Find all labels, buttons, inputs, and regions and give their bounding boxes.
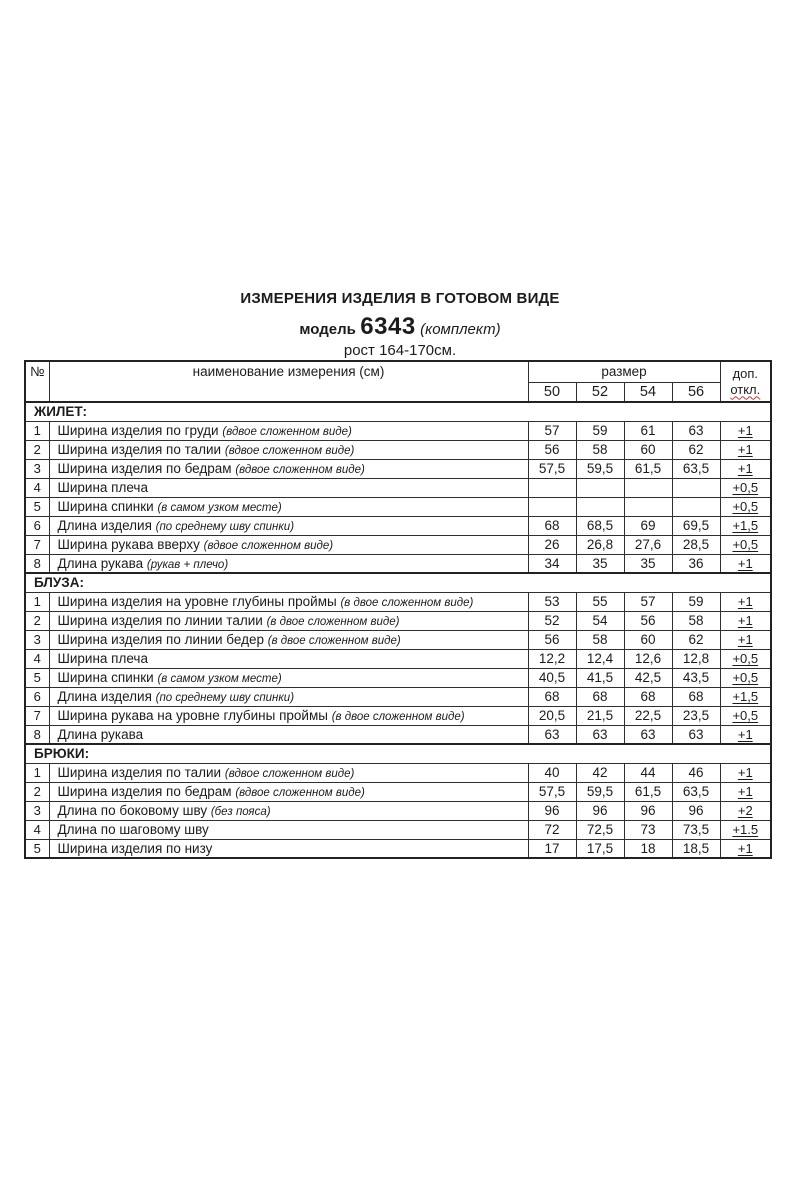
value-size-56: 12,8 <box>672 649 720 668</box>
value-size-56: 62 <box>672 630 720 649</box>
measurement-name: Ширина изделия по линии бедер <box>57 632 264 647</box>
value-size-50: 56 <box>528 440 576 459</box>
table-row <box>25 839 771 858</box>
value-size-52: 54 <box>576 611 624 630</box>
header-deviation-line1: доп. <box>732 365 759 381</box>
table-row <box>25 611 771 630</box>
measurement-name: Ширина изделия по бедрам <box>57 784 232 799</box>
row-number: 8 <box>25 554 49 573</box>
value-size-52: 42 <box>576 763 624 782</box>
value-size-52: 59 <box>576 421 624 440</box>
deviation-cell <box>720 592 771 611</box>
deviation-value: +0,5 <box>732 480 759 495</box>
row-number: 2 <box>25 611 49 630</box>
value-size-50: 68 <box>528 687 576 706</box>
section-title: ЖИЛЕТ: <box>25 402 771 421</box>
value-size-54: 61 <box>624 421 672 440</box>
measurement-name-cell <box>49 649 528 668</box>
deviation-cell <box>720 440 771 459</box>
table-row <box>25 725 771 744</box>
value-size-52: 58 <box>576 630 624 649</box>
measurement-name: Ширина изделия по груди <box>57 423 219 438</box>
model-suffix: (комплект) <box>420 321 501 338</box>
model-line <box>0 313 800 340</box>
deviation-value: +1 <box>737 784 753 799</box>
document-header <box>0 290 800 359</box>
measurement-name: Ширина рукава вверху <box>57 537 200 552</box>
measurement-name: Длина по шаговому шву <box>57 822 209 837</box>
header-deviation-line2: откл. <box>730 381 761 397</box>
measurement-name-cell <box>49 630 528 649</box>
value-size-56: 63 <box>672 725 720 744</box>
table-row <box>25 421 771 440</box>
value-size-50: 57 <box>528 421 576 440</box>
value-size-50: 26 <box>528 535 576 554</box>
deviation-cell <box>720 497 771 516</box>
measurement-note: (в двое сложенном виде) <box>267 635 401 647</box>
row-number: 2 <box>25 782 49 801</box>
value-size-52: 55 <box>576 592 624 611</box>
value-size-54: 35 <box>624 554 672 573</box>
value-size-52: 68 <box>576 687 624 706</box>
section-row <box>25 402 771 421</box>
table-row <box>25 554 771 573</box>
value-size-52: 72,5 <box>576 820 624 839</box>
row-number: 4 <box>25 820 49 839</box>
deviation-cell <box>720 782 771 801</box>
measurement-name: Длина по боковому шву <box>57 803 208 818</box>
deviation-cell <box>720 668 771 687</box>
deviation-value: +1 <box>737 765 753 780</box>
value-size-56: 63,5 <box>672 782 720 801</box>
deviation-cell <box>720 554 771 573</box>
deviation-value: +1 <box>737 423 753 438</box>
deviation-value: +1 <box>737 726 753 742</box>
table-row <box>25 535 771 554</box>
value-size-52: 68,5 <box>576 516 624 535</box>
measurement-name: Ширина изделия по талии <box>57 442 222 457</box>
table-row <box>25 516 771 535</box>
row-number: 8 <box>25 725 49 744</box>
row-number: 6 <box>25 687 49 706</box>
value-size-54 <box>624 497 672 516</box>
value-size-52: 63 <box>576 725 624 744</box>
value-size-50: 53 <box>528 592 576 611</box>
row-number: 5 <box>25 668 49 687</box>
row-number: 5 <box>25 839 49 858</box>
height-range: рост 164-170см. <box>343 342 457 359</box>
measurements-table-body <box>25 402 771 858</box>
deviation-value: +1 <box>737 632 753 647</box>
value-size-56: 46 <box>672 763 720 782</box>
value-size-52: 58 <box>576 440 624 459</box>
value-size-50 <box>528 497 576 516</box>
measurement-name: Длина рукава <box>57 726 144 742</box>
header-measure-name: наименование измерения (см) <box>49 361 528 402</box>
value-size-50: 17 <box>528 839 576 858</box>
value-size-56: 43,5 <box>672 668 720 687</box>
measurement-name: Ширина спинки <box>57 499 154 514</box>
deviation-value: +0,5 <box>732 537 759 552</box>
row-number: 1 <box>25 763 49 782</box>
row-number: 1 <box>25 421 49 440</box>
value-size-54: 60 <box>624 630 672 649</box>
table-row <box>25 668 771 687</box>
header-size-52: 52 <box>576 382 624 402</box>
deviation-value: +2 <box>737 803 753 818</box>
table-row <box>25 782 771 801</box>
deviation-value: +1 <box>737 594 753 609</box>
measurement-name: Длина рукава <box>57 555 144 571</box>
table-header <box>25 361 771 402</box>
value-size-52: 59,5 <box>576 459 624 478</box>
value-size-52: 96 <box>576 801 624 820</box>
deviation-value: +1,5 <box>732 689 759 704</box>
deviation-cell <box>720 459 771 478</box>
header-size-50: 50 <box>528 382 576 402</box>
value-size-56: 36 <box>672 554 720 573</box>
value-size-54 <box>624 478 672 497</box>
row-number: 4 <box>25 649 49 668</box>
measurement-name-cell <box>49 516 528 535</box>
measurement-name: Ширина плеча <box>57 651 148 666</box>
measurement-note: (по среднему шву спинки) <box>155 692 295 704</box>
row-number: 3 <box>25 801 49 820</box>
deviation-cell <box>720 725 771 744</box>
measurement-note: (в самом узком месте) <box>157 502 282 514</box>
measurement-note: (вдвое сложенном виде) <box>224 768 355 780</box>
measurement-name-cell <box>49 592 528 611</box>
value-size-54: 57 <box>624 592 672 611</box>
value-size-54: 22,5 <box>624 706 672 725</box>
value-size-50: 57,5 <box>528 782 576 801</box>
deviation-value: +0,5 <box>732 670 759 685</box>
measurement-name-cell <box>49 763 528 782</box>
deviation-cell <box>720 687 771 706</box>
value-size-56: 58 <box>672 611 720 630</box>
deviation-cell <box>720 706 771 725</box>
row-number: 2 <box>25 440 49 459</box>
measurement-note: (вдвое сложенном виде) <box>235 787 365 799</box>
deviation-value: +1 <box>737 613 753 628</box>
section-row <box>25 744 771 763</box>
deviation-cell <box>720 478 771 497</box>
measurement-name-cell <box>49 801 528 820</box>
model-label: модель <box>299 321 356 338</box>
value-size-52: 17,5 <box>576 839 624 858</box>
deviation-value: +0,5 <box>732 708 759 723</box>
measurement-name-cell <box>49 725 528 744</box>
measurement-name-cell <box>49 611 528 630</box>
deviation-cell <box>720 763 771 782</box>
deviation-value: +0,5 <box>732 499 759 514</box>
deviation-cell <box>720 820 771 839</box>
row-number: 1 <box>25 592 49 611</box>
header-size-group: размер <box>528 361 720 382</box>
value-size-56: 63 <box>672 421 720 440</box>
value-size-50: 52 <box>528 611 576 630</box>
section-title: БРЮКИ: <box>25 744 771 763</box>
table-row <box>25 497 771 516</box>
measurement-name-cell <box>49 459 528 478</box>
table-row <box>25 706 771 725</box>
row-number: 3 <box>25 459 49 478</box>
measurement-name: Ширина плеча <box>57 480 148 495</box>
value-size-56: 63,5 <box>672 459 720 478</box>
deviation-cell <box>720 535 771 554</box>
measurement-note: (вдвое сложенном виде) <box>235 464 365 476</box>
value-size-52 <box>576 478 624 497</box>
value-size-54: 42,5 <box>624 668 672 687</box>
measurement-name-cell <box>49 440 528 459</box>
measurement-note: (вдвое сложенном виде) <box>203 540 334 552</box>
value-size-52: 12,4 <box>576 649 624 668</box>
table-row <box>25 649 771 668</box>
model-number: 6343 <box>360 313 416 340</box>
value-size-56: 96 <box>672 801 720 820</box>
deviation-cell <box>720 421 771 440</box>
section-row <box>25 573 771 592</box>
value-size-54: 69 <box>624 516 672 535</box>
deviation-value: +1,5 <box>732 518 759 533</box>
value-size-54: 18 <box>624 839 672 858</box>
measurement-note: (без пояса) <box>210 806 271 818</box>
value-size-56: 18,5 <box>672 839 720 858</box>
section-title: БЛУЗА: <box>25 573 771 592</box>
measurement-name-cell <box>49 687 528 706</box>
measurement-name-cell <box>49 497 528 516</box>
measurement-name-cell <box>49 820 528 839</box>
measurement-note: (вдвое сложенном виде) <box>224 445 355 457</box>
value-size-54: 63 <box>624 725 672 744</box>
value-size-54: 60 <box>624 440 672 459</box>
value-size-54: 12,6 <box>624 649 672 668</box>
deviation-cell <box>720 649 771 668</box>
deviation-cell <box>720 839 771 858</box>
deviation-cell <box>720 516 771 535</box>
measurement-note: (в самом узком месте) <box>157 673 282 685</box>
row-number: 4 <box>25 478 49 497</box>
measurement-note: (в двое сложенном виде) <box>340 597 474 609</box>
value-size-54: 68 <box>624 687 672 706</box>
table-row <box>25 478 771 497</box>
value-size-54: 73 <box>624 820 672 839</box>
value-size-50: 57,5 <box>528 459 576 478</box>
value-size-52: 26,8 <box>576 535 624 554</box>
measurement-note: (по среднему шву спинки) <box>155 521 295 533</box>
value-size-54: 96 <box>624 801 672 820</box>
measurement-name: Ширина изделия на уровне глубины проймы <box>57 594 337 609</box>
measurement-name: Ширина рукава на уровне глубины проймы <box>57 708 328 723</box>
table-row <box>25 459 771 478</box>
value-size-52: 59,5 <box>576 782 624 801</box>
value-size-50: 96 <box>528 801 576 820</box>
deviation-value: +1.5 <box>732 822 759 837</box>
header-row-1 <box>25 361 771 382</box>
measurement-name-cell <box>49 706 528 725</box>
header-deviation <box>720 361 771 402</box>
value-size-50: 20,5 <box>528 706 576 725</box>
deviation-value: +1 <box>737 461 753 476</box>
measurement-name: Длина изделия <box>57 518 152 533</box>
header-size-56: 56 <box>672 382 720 402</box>
page-title: ИЗМЕРЕНИЯ ИЗДЕЛИЯ В ГОТОВОМ ВИДЕ <box>240 290 560 307</box>
measurement-note: (в двое сложенном виде) <box>331 711 465 723</box>
value-size-56 <box>672 478 720 497</box>
row-number: 5 <box>25 497 49 516</box>
table-row <box>25 687 771 706</box>
header-size-54: 54 <box>624 382 672 402</box>
row-number: 7 <box>25 535 49 554</box>
value-size-52: 35 <box>576 554 624 573</box>
measurement-name-cell <box>49 421 528 440</box>
table-row <box>25 763 771 782</box>
table-row <box>25 801 771 820</box>
value-size-54: 61,5 <box>624 782 672 801</box>
value-size-52 <box>576 497 624 516</box>
value-size-52: 41,5 <box>576 668 624 687</box>
value-size-50: 40 <box>528 763 576 782</box>
value-size-56: 62 <box>672 440 720 459</box>
value-size-50: 68 <box>528 516 576 535</box>
table-row <box>25 630 771 649</box>
measurement-name: Ширина изделия по талии <box>57 765 222 780</box>
table-row <box>25 592 771 611</box>
value-size-56: 69,5 <box>672 516 720 535</box>
value-size-54: 27,6 <box>624 535 672 554</box>
value-size-52: 21,5 <box>576 706 624 725</box>
measurement-note: (рукав + плечо) <box>146 558 229 571</box>
value-size-50: 72 <box>528 820 576 839</box>
measurement-name-cell <box>49 668 528 687</box>
measurement-name-cell <box>49 478 528 497</box>
deviation-cell <box>720 630 771 649</box>
value-size-56: 28,5 <box>672 535 720 554</box>
table-row <box>25 440 771 459</box>
header-number: № <box>25 361 49 402</box>
deviation-value: +0,5 <box>732 651 759 666</box>
value-size-50: 34 <box>528 554 576 573</box>
value-size-56: 68 <box>672 687 720 706</box>
value-size-50: 56 <box>528 630 576 649</box>
measurement-note: (в двое сложенном виде) <box>266 616 400 628</box>
measurement-name: Ширина изделия по бедрам <box>57 461 232 476</box>
value-size-50: 63 <box>528 725 576 744</box>
value-size-56 <box>672 497 720 516</box>
measurement-name-cell <box>49 554 528 573</box>
row-number: 6 <box>25 516 49 535</box>
measurement-name: Ширина изделия по линии талии <box>57 613 263 628</box>
value-size-56: 59 <box>672 592 720 611</box>
measurement-name: Ширина изделия по низу <box>57 840 213 856</box>
deviation-value: +1 <box>737 840 753 856</box>
measurement-name-cell <box>49 535 528 554</box>
deviation-cell <box>720 611 771 630</box>
deviation-cell <box>720 801 771 820</box>
value-size-54: 56 <box>624 611 672 630</box>
measurement-name: Ширина спинки <box>57 670 154 685</box>
value-size-56: 23,5 <box>672 706 720 725</box>
measurement-name-cell <box>49 839 528 858</box>
value-size-54: 61,5 <box>624 459 672 478</box>
value-size-50: 40,5 <box>528 668 576 687</box>
measurement-note: (вдвое сложенном виде) <box>222 426 352 438</box>
deviation-value: +1 <box>737 555 753 571</box>
table-row <box>25 820 771 839</box>
measurements-table <box>24 360 772 859</box>
row-number: 3 <box>25 630 49 649</box>
value-size-50 <box>528 478 576 497</box>
measurement-name: Длина изделия <box>57 689 152 704</box>
value-size-50: 12,2 <box>528 649 576 668</box>
measurement-name-cell <box>49 782 528 801</box>
value-size-54: 44 <box>624 763 672 782</box>
value-size-56: 73,5 <box>672 820 720 839</box>
deviation-value: +1 <box>737 442 753 457</box>
row-number: 7 <box>25 706 49 725</box>
